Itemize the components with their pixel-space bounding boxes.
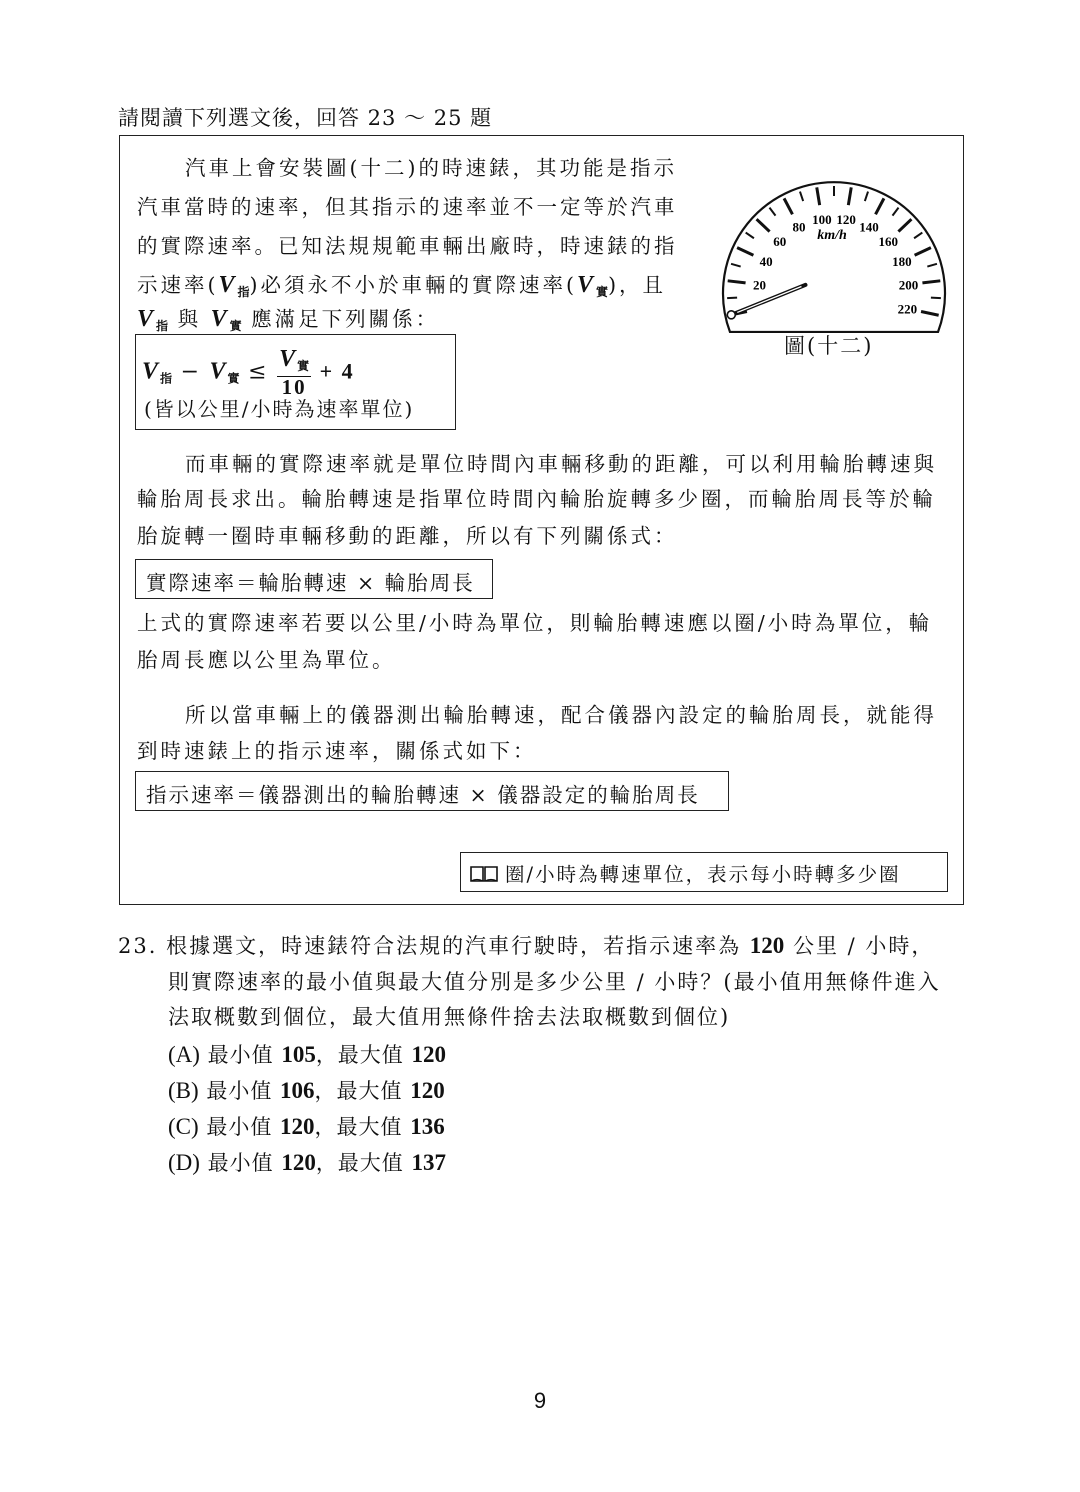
page-number: 9 bbox=[533, 1388, 547, 1413]
speed-tick-label: 180 bbox=[892, 254, 912, 270]
reading-instruction: 請閱讀下列選文後，回答 23 ～ 25 題 bbox=[118, 106, 493, 130]
passage-line: 汽車上會安裝圖(十二)的時速錶，其功能是指示 bbox=[185, 156, 677, 180]
passage-line: 所以當車輛上的儀器測出輪胎轉速，配合儀器內設定的輪胎周長，就能得 bbox=[185, 703, 937, 727]
speed-tick-label: 80 bbox=[792, 219, 806, 235]
passage-line: 而車輛的實際速率就是單位時間內車輛移動的距離，可以利用輪胎轉速與 bbox=[185, 452, 937, 476]
relation-box: 指示速率＝儀器測出的輪胎轉速 × 儀器設定的輪胎周長 bbox=[135, 771, 729, 811]
formula: $V_指 - V_實$ ≤ $V_實$ 10 + 4 bbox=[142, 346, 355, 399]
speed-tick-label: 60 bbox=[773, 234, 787, 250]
fraction: $V_實$ 10 bbox=[279, 346, 310, 399]
speed-tick-label: 160 bbox=[878, 234, 899, 250]
passage-line: 示速率$(V_指)$必須永不小於車輛的實際速率$(V_實)$，且 bbox=[137, 272, 667, 299]
passage-line: 胎旋轉一圈時車輛移動的距離，所以有下列關係式： bbox=[137, 524, 678, 548]
passage-line: 上式的實際速率若要以公里/小時為單位，則輪胎轉速應以圈/小時為單位，輪 bbox=[137, 611, 933, 635]
needle-hub bbox=[727, 311, 735, 319]
speed-tick-label: 100 bbox=[812, 211, 832, 227]
speed-tick-label: 140 bbox=[859, 219, 879, 235]
option-b[interactable]: (B) 最小值 106，最大值 120 bbox=[168, 1078, 445, 1103]
speed-tick bbox=[922, 281, 940, 283]
passage-line: 的實際速率。已知法規規範車輛出廠時，時速錶的指 bbox=[137, 234, 678, 258]
speed-tick-label: 20 bbox=[752, 277, 766, 293]
formula-box bbox=[135, 334, 456, 430]
option-d[interactable]: (D) 最小值 120，最大值 137 bbox=[168, 1150, 446, 1175]
relation-box: 實際速率＝輪胎轉速 × 輪胎周長 bbox=[135, 559, 493, 599]
question-line: 則實際速率的最小值與最大值分別是多少公里 / 小時？(最小值用無條件進入 bbox=[168, 970, 941, 994]
speed-unit: km/h bbox=[817, 228, 847, 243]
passage-line: 汽車當時的速率，但其指示的速率並不一定等於汽車 bbox=[137, 195, 678, 219]
speed-tick bbox=[728, 281, 746, 283]
book-icon bbox=[469, 864, 499, 884]
figure-caption: 圖(十二) bbox=[784, 334, 874, 358]
option-a[interactable]: (A) 最小值 105，最大值 120 bbox=[168, 1042, 446, 1067]
question-number: 23. bbox=[118, 934, 158, 958]
passage-line: 胎周長應以公里為單位。 bbox=[137, 648, 396, 672]
speed-tick-label: 120 bbox=[836, 211, 856, 227]
question-line: 法取概數到個位，最大值用無條件捨去法取概數到個位) bbox=[168, 1005, 731, 1029]
speed-tick-label: 40 bbox=[759, 254, 773, 270]
speed-tick-label: 200 bbox=[898, 277, 919, 293]
unit-note: 圈/小時為轉速單位，表示每小時轉多少圈 bbox=[460, 852, 948, 892]
passage-line: 到時速錶上的指示速率，關係式如下： bbox=[137, 739, 537, 763]
question-line: 23. 根據選文，時速錶符合法規的汽車行駛時，若指示速率為 120 公里 / 小時， bbox=[118, 933, 935, 958]
passage-line: $V_指$ 與 $V_實$ 應滿足下列關係： bbox=[137, 306, 440, 333]
passage-line: 輪胎周長求出。輪胎轉速是指單位時間內輪胎旋轉多少圈，而輪胎周長等於輪 bbox=[137, 487, 936, 511]
speedometer-figure bbox=[716, 153, 952, 333]
passage-box bbox=[119, 135, 964, 905]
formula-note: (皆以公里/小時為速率單位) bbox=[144, 397, 415, 421]
option-c[interactable]: (C) 最小值 120，最大值 136 bbox=[168, 1114, 445, 1139]
speed-tick-label: 220 bbox=[897, 301, 918, 317]
